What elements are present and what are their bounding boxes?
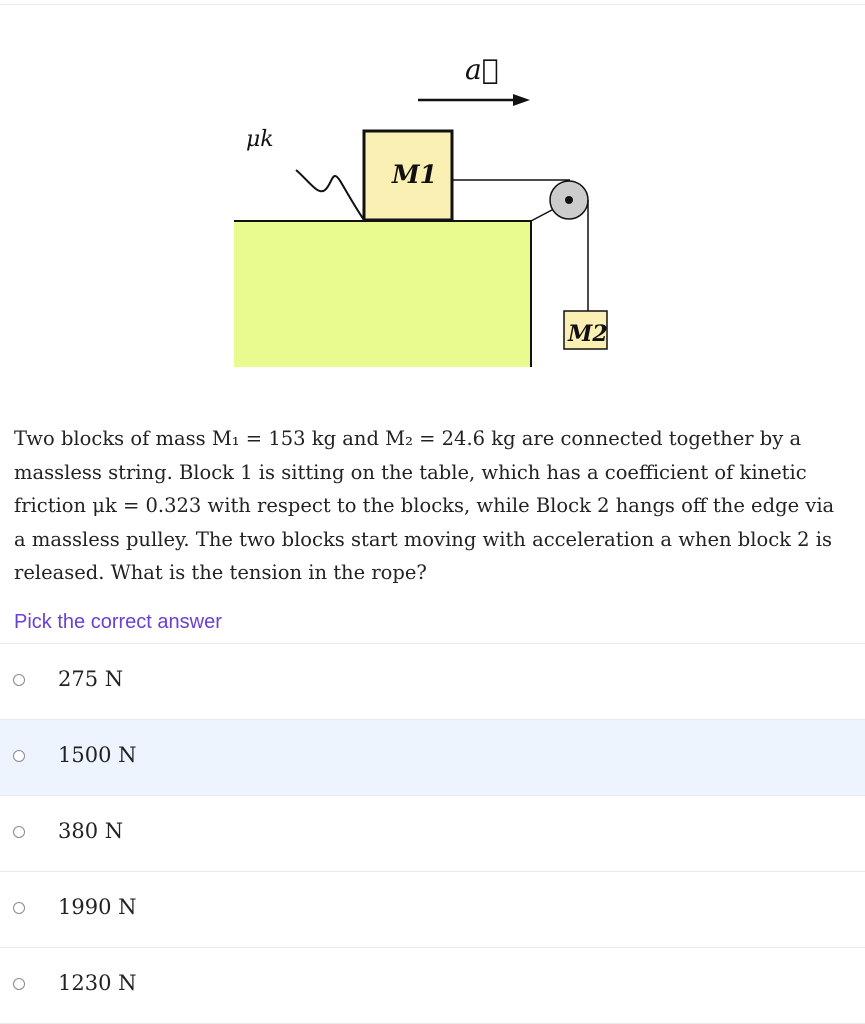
- answer-label: 1990 N: [58, 895, 137, 919]
- answer-label: 275 N: [58, 667, 124, 691]
- answer-option-2[interactable]: [0, 720, 865, 796]
- acceleration-label: a⃗: [465, 53, 499, 86]
- answer-prompt: Pick the correct answer: [14, 611, 222, 633]
- answer-label: 1500 N: [58, 743, 137, 767]
- radio-button[interactable]: [13, 674, 25, 686]
- table: [234, 221, 531, 367]
- block-m1-label: M1: [392, 160, 438, 189]
- pulley-axle: [565, 196, 573, 204]
- friction-pointer: [296, 170, 364, 220]
- answer-label: 380 N: [58, 819, 124, 843]
- diagram-canvas: [0, 0, 865, 400]
- block-m2-label: M2: [568, 321, 608, 347]
- answer-option-3[interactable]: [0, 796, 865, 872]
- radio-button[interactable]: [13, 902, 25, 914]
- answer-option-5[interactable]: [0, 948, 865, 1024]
- radio-button[interactable]: [13, 826, 25, 838]
- acceleration-arrowhead: [513, 94, 530, 106]
- answer-option-1[interactable]: [0, 644, 865, 720]
- friction-label: μk: [246, 127, 274, 152]
- question-text: Two blocks of mass M₁ = 153 kg and M₂ = 24.6 kg are connected together by a massless string. Block 1 is sitting on the table, which has a coefficient of kinetic friction μk = 0.323 with respect to the blocks, while Block 2 hangs off the edge via a massless pulley. The two blocks start moving with acceleration a when block 2 is released. What is the tension in the rope?: [14, 427, 835, 584]
- radio-button[interactable]: [13, 978, 25, 990]
- answer-option-4[interactable]: [0, 872, 865, 948]
- physics-diagram: [0, 0, 865, 400]
- answer-label: 1230 N: [58, 971, 137, 995]
- answer-choices: [0, 644, 865, 1024]
- radio-button[interactable]: [13, 750, 25, 762]
